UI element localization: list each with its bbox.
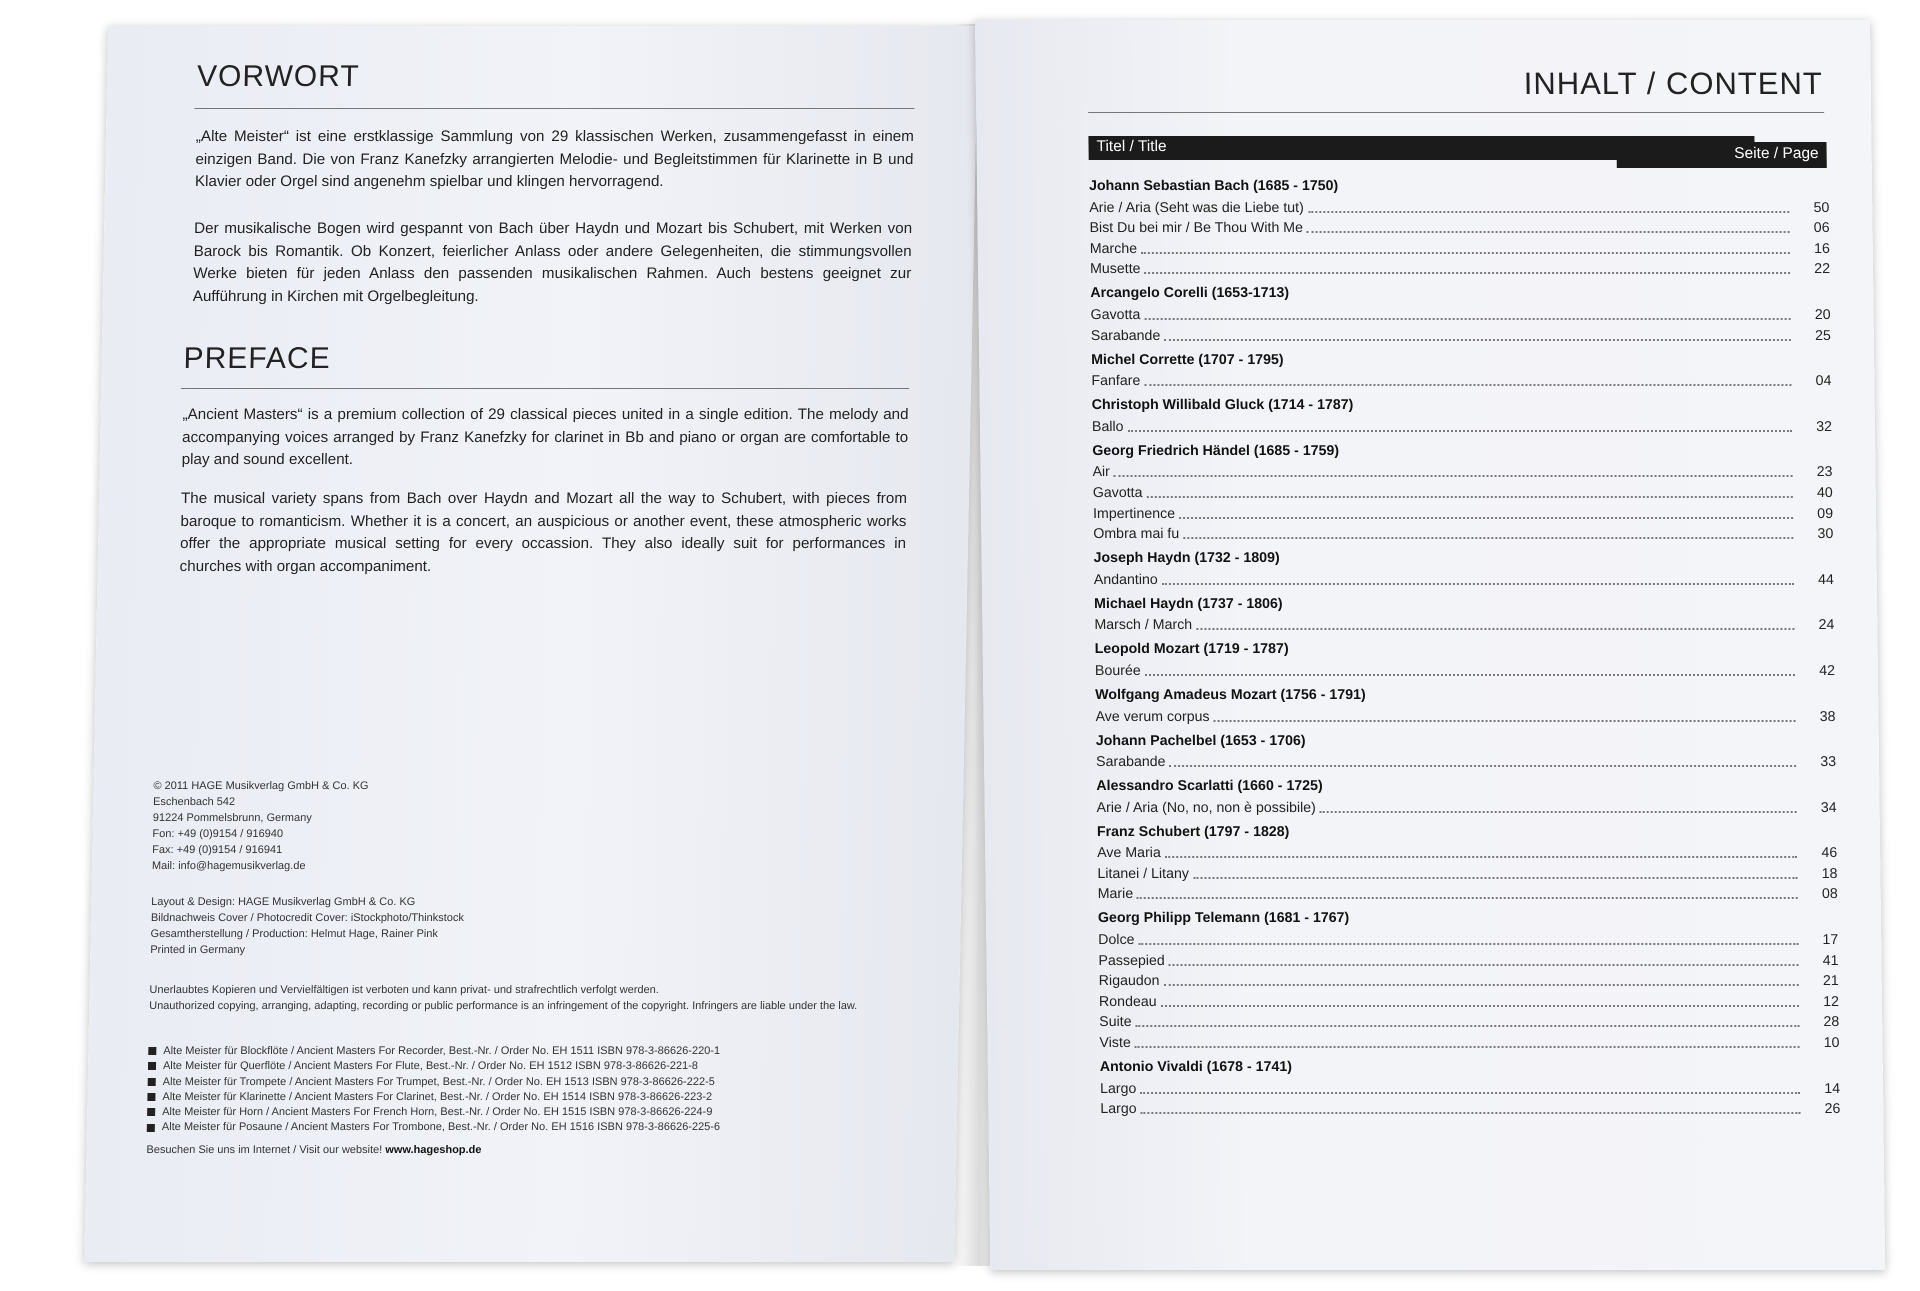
page-number: 16	[1813, 240, 1830, 257]
toc-entry	[1097, 863, 1837, 884]
toc-entry	[1093, 524, 1833, 545]
page-number: 04	[1815, 373, 1832, 390]
piece-title: Arie / Aria (Seht was die Liebe tut)	[1089, 199, 1304, 216]
toc-header-page-tab	[1616, 142, 1826, 168]
leader-dots	[1179, 517, 1793, 519]
toc-entry	[1092, 462, 1832, 483]
preface-paragraph-1: „Ancient Masters“ is a premium collection of 29 classical pieces united in a single edition. The melody and accompanying voices arranged by Franz Kanefzky for clarinet in Bb and piano or organ are comfortable to play and sound excellent.	[181, 406, 909, 468]
credit-line: Layout & Design: HAGE Musikverlag GmbH & Co. KG	[151, 896, 416, 908]
imprint-line: Fon: +49 (0)9154 / 916940	[152, 828, 284, 840]
right-page	[975, 20, 1885, 1270]
credit-line: Bildnachweis Cover / Photocredit Cover: iStockphoto/Thinkstock	[150, 912, 465, 924]
toc-entry	[1096, 752, 1836, 773]
composer-group	[1100, 1057, 1841, 1119]
leader-dots	[1170, 765, 1797, 767]
piece-title: Marsch / March	[1094, 617, 1193, 634]
composer-group	[1096, 731, 1837, 773]
composer-name: Joseph Haydn (1732 - 1809)	[1093, 550, 1280, 567]
leader-dots	[1114, 475, 1793, 477]
page-number: 08	[1821, 886, 1838, 903]
piece-title: Ballo	[1091, 418, 1124, 435]
leader-dots	[1161, 1005, 1799, 1007]
imprint-address	[152, 778, 369, 874]
composer-name: Christoph Willibald Gluck (1714 - 1787)	[1091, 397, 1354, 414]
page-number: 38	[1819, 708, 1836, 725]
leader-dots	[1140, 1092, 1800, 1094]
toc-entry	[1094, 569, 1834, 590]
piece-title: Ave Maria	[1097, 845, 1161, 862]
order-text: Alte Meister für Trompete / Ancient Masters For Trumpet, Best.-Nr. / Order No. EH 1513 ISBN 978-3-86626-222-5	[162, 1075, 715, 1088]
toc-header-page: Seite / Page	[1734, 145, 1819, 162]
leader-dots	[1193, 877, 1798, 879]
order-item	[147, 1090, 720, 1105]
vorwort-rule	[194, 108, 914, 109]
toc-entry	[1098, 950, 1838, 971]
piece-title: Marie	[1097, 886, 1134, 903]
toc-entry	[1090, 259, 1830, 280]
page-number: 25	[1814, 327, 1831, 344]
bullet-square-icon	[148, 1062, 156, 1070]
piece-title: Largo	[1099, 1080, 1137, 1097]
order-item	[148, 1044, 721, 1059]
piece-title: Ombra mai fu	[1093, 526, 1180, 543]
toc-entry	[1089, 218, 1829, 239]
composer-group	[1089, 176, 1830, 279]
toc-entry	[1098, 929, 1838, 950]
website-label: Besuchen Sie uns im Internet / Visit our website!	[146, 1144, 386, 1156]
page-number: 41	[1822, 952, 1839, 969]
imprint-credits	[150, 894, 464, 958]
leader-dots	[1164, 984, 1799, 986]
page-number: 24	[1818, 617, 1835, 634]
preface-heading: PREFACE	[183, 342, 331, 375]
vorwort-heading: VORWORT	[196, 60, 360, 93]
piece-title: Impertinence	[1092, 505, 1176, 522]
leader-dots	[1144, 384, 1791, 386]
bullet-square-icon	[148, 1047, 156, 1055]
composer-name: Georg Philipp Telemann (1681 - 1767)	[1097, 910, 1350, 927]
piece-title: Andantino	[1093, 571, 1158, 588]
toc-entry	[1099, 1032, 1839, 1053]
toc-entry	[1099, 971, 1839, 992]
page-number: 23	[1816, 464, 1833, 481]
leader-dots	[1144, 318, 1790, 320]
piece-title: Bist Du bei mir / Be Thou With Me	[1089, 220, 1304, 237]
page-number: 33	[1820, 754, 1837, 771]
piece-title: Musette	[1089, 261, 1141, 278]
toc-entry	[1091, 371, 1831, 392]
piece-title: Litanei / Litany	[1097, 865, 1190, 882]
leader-dots	[1147, 496, 1793, 498]
leader-dots	[1320, 811, 1797, 813]
leader-dots	[1165, 856, 1797, 858]
piece-title: Passepied	[1098, 952, 1165, 969]
leader-dots	[1214, 720, 1796, 722]
composer-name: Johann Sebastian Bach (1685 - 1750)	[1088, 178, 1339, 194]
piece-title: Air	[1092, 464, 1110, 481]
piece-title: Fanfare	[1091, 373, 1141, 390]
piece-title: Rondeau	[1098, 993, 1157, 1010]
bullet-square-icon	[147, 1108, 155, 1116]
toc-entry	[1094, 615, 1834, 636]
toc-entry	[1098, 884, 1838, 905]
left-page	[84, 26, 978, 1262]
toc-entry	[1097, 843, 1837, 864]
piece-title: Ave verum corpus	[1095, 708, 1210, 725]
composer-name: Johann Pachelbel (1653 - 1706)	[1095, 732, 1306, 749]
order-item	[148, 1075, 721, 1090]
content-heading: INHALT / CONTENT	[1523, 66, 1823, 101]
toc-entry	[1089, 197, 1829, 218]
toc-header-title: Titel / Title	[1096, 138, 1167, 155]
toc-entry	[1091, 325, 1831, 346]
leader-dots	[1141, 252, 1790, 254]
order-item	[147, 1120, 720, 1135]
page-number: 10	[1823, 1035, 1840, 1052]
composer-group	[1098, 908, 1840, 1053]
composer-group	[1093, 548, 1834, 590]
composer-name: Antonio Vivaldi (1678 - 1741)	[1099, 1059, 1293, 1076]
piece-title: Gavotta	[1090, 306, 1141, 323]
imprint-line: 91224 Pommelsbrunn, Germany	[152, 812, 312, 824]
piece-title: Viste	[1099, 1035, 1131, 1052]
page-number: 12	[1823, 993, 1840, 1010]
composer-name: Georg Friedrich Händel (1685 - 1759)	[1092, 442, 1340, 459]
piece-title: Rigaudon	[1098, 973, 1160, 990]
page-number: 44	[1817, 571, 1834, 588]
imprint-line: Mail: info@hagemusikverlag.de	[151, 860, 306, 872]
page-number: 34	[1820, 799, 1837, 816]
composer-group	[1091, 350, 1832, 392]
page-number: 17	[1822, 932, 1839, 949]
order-text: Alte Meister für Blockflöte / Ancient Masters For Recorder, Best.-Nr. / Order No. EH 1511 ISBN 978-3-86626-220-1	[163, 1045, 721, 1057]
toc-entry	[1093, 482, 1833, 503]
bullet-square-icon	[148, 1078, 156, 1086]
imprint-line: Fax: +49 (0)9154 / 916941	[152, 844, 283, 856]
leader-dots	[1308, 211, 1790, 213]
toc-entry	[1093, 503, 1833, 524]
page-number: 06	[1813, 220, 1830, 237]
toc-entry	[1100, 1099, 1840, 1120]
leader-dots	[1141, 1112, 1801, 1114]
piece-title: Marche	[1089, 240, 1138, 257]
composer-name: Leopold Mozart (1719 - 1787)	[1094, 641, 1289, 658]
leader-dots	[1162, 583, 1794, 585]
piece-title: Arie / Aria (No, no, non è possibile)	[1096, 799, 1316, 816]
preface-paragraph-2: The musical variety spans from Bach over Haydn and Mozart all the way to Schubert, with pieces from baroque to romanticism. Whether it is a concert, an auspicious or another event, these atmospheric works offer the appropriate musical setting for every occassion. They also ideally suit for performances in churches with organ accompaniment.	[179, 490, 908, 575]
leader-dots	[1137, 897, 1798, 899]
legal-line: Unerlaubtes Kopieren und Vervielfältigen ist verboten und kann privat- und strafrechtlich verfolgt werden.	[149, 984, 659, 996]
page-number: 30	[1817, 526, 1834, 543]
page-number: 40	[1816, 484, 1833, 501]
content-rule	[1088, 112, 1824, 113]
composer-group	[1095, 685, 1836, 727]
toc-entry	[1090, 238, 1830, 259]
imprint-line: © 2011 HAGE Musikverlag GmbH & Co. KG	[153, 780, 369, 792]
composer-name: Franz Schubert (1797 - 1828)	[1096, 823, 1290, 840]
leader-dots	[1183, 537, 1793, 539]
website-note	[146, 1144, 481, 1156]
leader-dots	[1136, 1025, 1800, 1027]
bullet-square-icon	[147, 1124, 155, 1132]
leader-dots	[1135, 1046, 1800, 1048]
piece-title: Dolce	[1098, 932, 1135, 949]
credit-line: Gesamtherstellung / Production: Helmut Hage, Rainer Pink	[150, 928, 439, 940]
toc-entry	[1099, 991, 1839, 1012]
page-number: 42	[1819, 662, 1836, 679]
toc-entry	[1095, 660, 1835, 681]
toc-entry	[1099, 1012, 1839, 1033]
imprint-line: Eschenbach 542	[152, 796, 236, 808]
page-number: 26	[1824, 1101, 1841, 1118]
leader-dots	[1169, 964, 1799, 966]
composer-name: Michael Haydn (1737 - 1806)	[1094, 595, 1283, 612]
vorwort-paragraph-1: „Alte Meister“ ist eine erstklassige Sammlung von 29 klassischen Werken, zusammengefasst in einem einzigen Band. Die von Franz Kanefzky arrangierten Melodie- und Begleitstimmen für Klarinette in B und Klavier oder Orgel sind angenehm spielbar und klingen hervorragend.	[194, 128, 915, 190]
piece-title: Largo	[1100, 1101, 1137, 1118]
leader-dots	[1145, 272, 1791, 274]
composer-name: Alessandro Scarlatti (1660 - 1725)	[1096, 778, 1323, 795]
order-text: Alte Meister für Querflöte / Ancient Masters For Flute, Best.-Nr. / Order No. EH 1512 ISBN 978-3-86626-221-8	[162, 1060, 699, 1073]
composer-name: Arcangelo Corelli (1653-1713)	[1090, 285, 1290, 302]
toc-entry	[1092, 416, 1832, 437]
toc-entry	[1090, 304, 1830, 325]
page-number: 32	[1816, 418, 1833, 435]
table-of-contents	[1089, 172, 1841, 1119]
order-item	[148, 1059, 721, 1074]
composer-group	[1092, 441, 1833, 544]
order-item	[147, 1105, 720, 1120]
page-number: 22	[1814, 261, 1831, 278]
preface-rule	[181, 388, 909, 389]
order-text: Alte Meister für Klarinette / Ancient Masters For Clarinet, Best.-Nr. / Order No. EH 1514 ISBN 978-3-86626-223-2	[162, 1090, 713, 1103]
piece-title: Gavotta	[1092, 484, 1143, 501]
toc-entry	[1095, 706, 1835, 727]
piece-title: Suite	[1099, 1014, 1132, 1031]
composer-name: Wolfgang Amadeus Mozart (1756 - 1791)	[1095, 686, 1366, 703]
composer-group	[1097, 822, 1838, 905]
leader-dots	[1196, 628, 1794, 630]
piece-title: Bourée	[1094, 662, 1141, 679]
composer-group	[1094, 594, 1835, 636]
page-number: 14	[1824, 1080, 1841, 1097]
website-link[interactable]: www.hageshop.de	[385, 1144, 482, 1156]
page-number: 20	[1814, 306, 1831, 323]
page-number: 18	[1821, 865, 1838, 882]
bullet-square-icon	[147, 1093, 155, 1101]
leader-dots	[1145, 674, 1795, 676]
order-text: Alte Meister für Posaune / Ancient Masters For Trombone, Best.-Nr. / Order No. EH 1516 ISBN 978-3-86626-225-6	[161, 1121, 721, 1134]
page-number: 09	[1817, 505, 1834, 522]
legal-line: Unauthorized copying, arranging, adapting, recording or public performance is an infringement of the copyright. Infringers are liable under the law.	[149, 1000, 858, 1012]
composer-group	[1096, 776, 1837, 818]
vorwort-paragraph-2: Der musikalische Bogen wird gespannt von Bach über Haydn und Mozart bis Schubert, mit Werken von Barock bis Romantik. Ob Konzert, feierlicher Anlass oder andere Gelegenheiten, die stimmungsvollen Werke bieten für jeden Anlass den passenden musikalischen Rahmen. Auch bestens geeignet zur Aufführung in Kirchen mit Orgelbegleitung.	[192, 220, 913, 305]
toc-entry	[1096, 797, 1836, 818]
order-list	[147, 1044, 722, 1136]
leader-dots	[1139, 943, 1799, 945]
leader-dots	[1307, 231, 1790, 233]
page-number: 28	[1823, 1014, 1840, 1031]
piece-title: Sarabande	[1095, 754, 1166, 771]
copyright-notice	[149, 982, 858, 1014]
page-number: 21	[1822, 973, 1839, 990]
page-number: 50	[1813, 199, 1830, 216]
order-text: Alte Meister für Horn / Ancient Masters For French Horn, Best.-Nr. / Order No. EH 1515 ISBN 978-3-86626-224-9	[162, 1106, 713, 1119]
leader-dots	[1164, 339, 1791, 341]
composer-group	[1092, 395, 1833, 437]
composer-group	[1090, 283, 1831, 345]
composer-group	[1095, 639, 1836, 681]
piece-title: Sarabande	[1090, 327, 1161, 344]
credit-line: Printed in Germany	[150, 944, 246, 956]
leader-dots	[1128, 430, 1792, 432]
composer-name: Michel Corrette (1707 - 1795)	[1091, 351, 1284, 368]
page-number: 46	[1821, 845, 1838, 862]
toc-entry	[1100, 1078, 1840, 1099]
